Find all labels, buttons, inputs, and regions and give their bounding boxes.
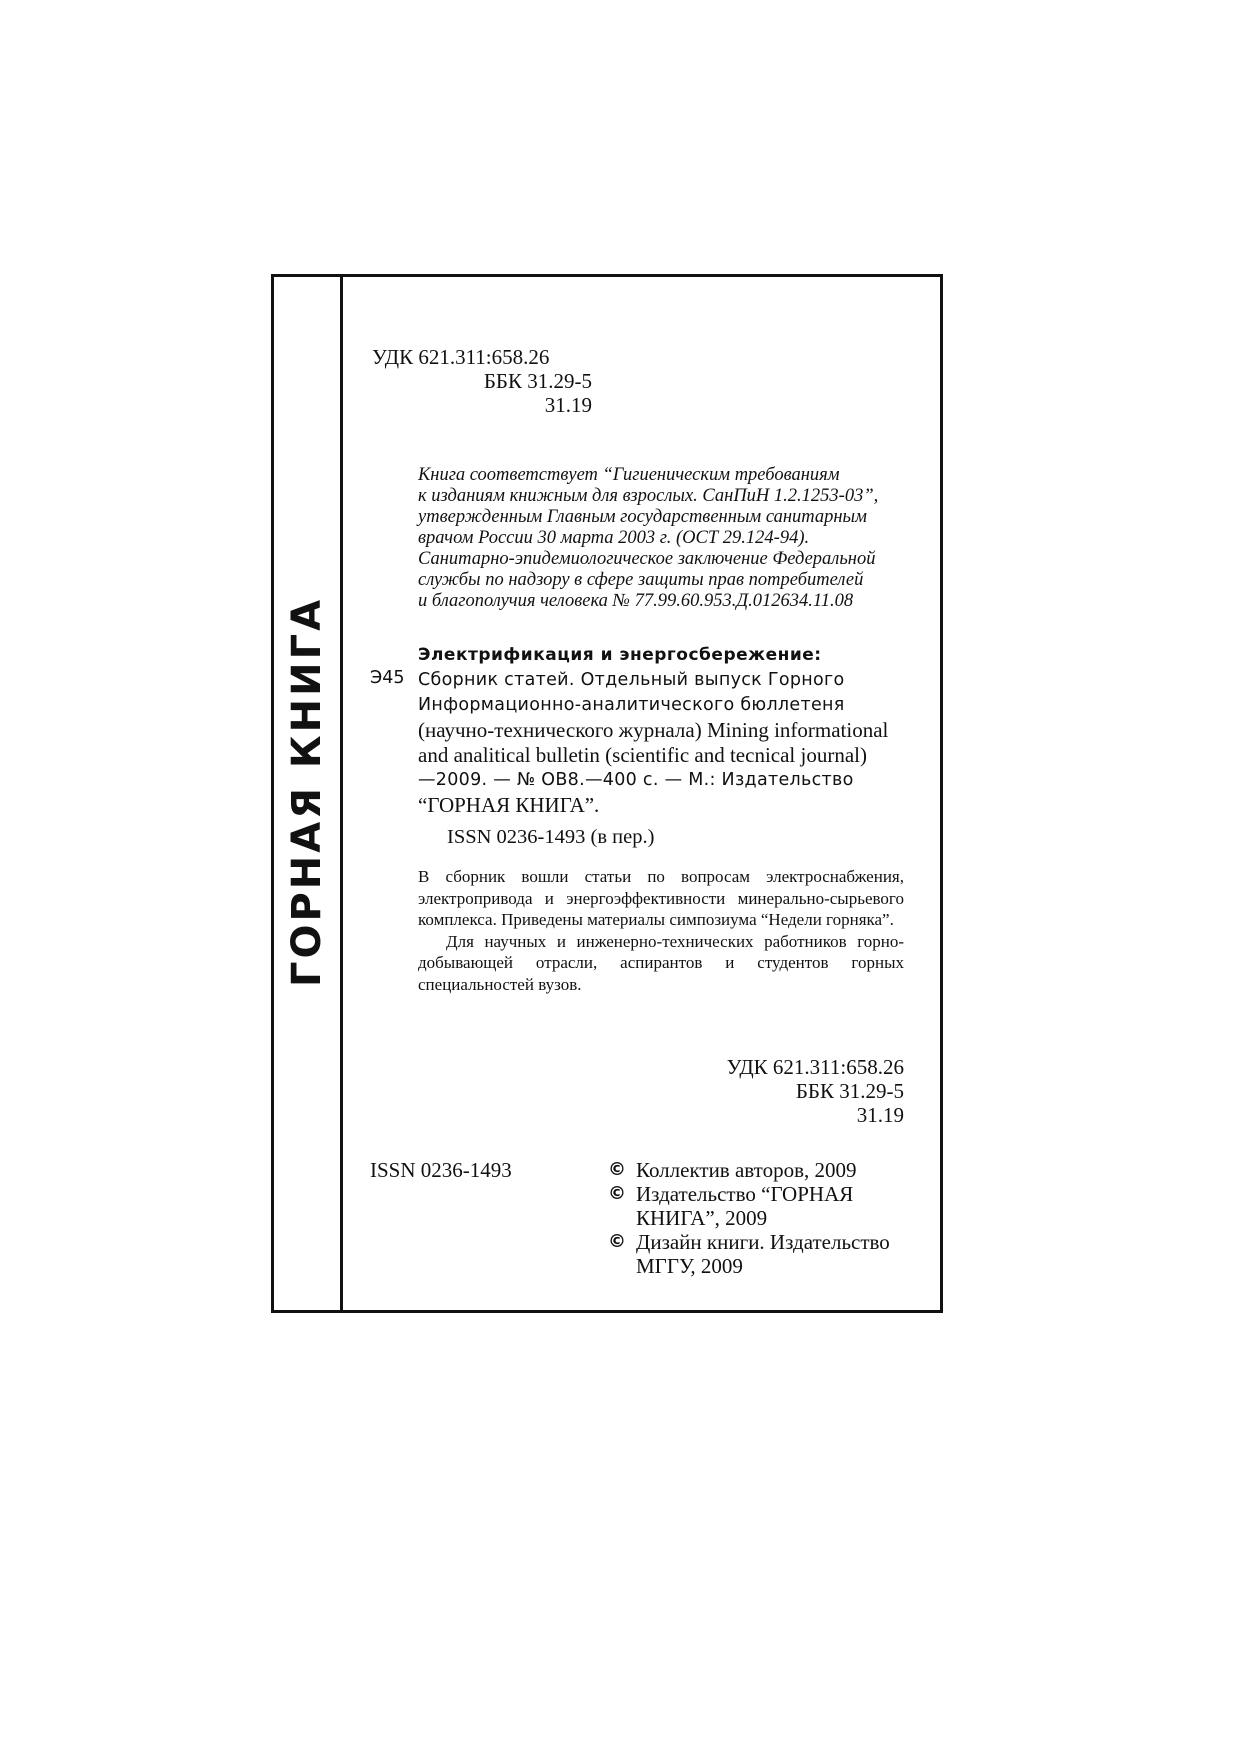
hygiene-note: [418, 465, 903, 612]
book-title: Электрификация и энергосбережение:: [418, 645, 822, 665]
author-mark: Э45: [370, 668, 405, 688]
copyright-block: [608, 1158, 908, 1278]
spine-title: ГОРНАЯ КНИГА: [287, 581, 327, 1003]
classification-codes-bottom: [684, 1055, 904, 1127]
udk-code: УДК 621.311:658.26: [726, 1055, 904, 1079]
entry-line: “ГОРНАЯ КНИГА”.: [418, 793, 600, 817]
annotation-paragraph: Для научных и инженерно-технических работников горно-добывающей отрасли, аспирантов и студентов горных специальностей вузов.: [418, 931, 904, 994]
bbk-code-secondary: 31.19: [544, 393, 592, 417]
entry-line: (научно-технического журнала) Mining informational: [418, 718, 889, 742]
hygiene-line: Книга соответствует “Гигиеническим требованиям: [418, 465, 840, 485]
copyright-line: [608, 1230, 908, 1278]
copyright-icon: ©: [608, 1159, 626, 1180]
copyright-text: Коллектив авторов, 2009: [636, 1158, 857, 1182]
bbk-code: ББК 31.29-5: [795, 1079, 904, 1103]
entry-line: and analitical bulletin (scientific and tecnical journal): [418, 743, 867, 767]
bbk-code-secondary: 31.19: [856, 1103, 904, 1127]
annotation-paragraph: В сборник вошли статьи по вопросам электроснабжения, электропривода и энергоэффективности минерально-сырьевого комплекса. Приведены материалы симпозиума “Недели горняка”.: [418, 867, 904, 929]
copyright-icon: ©: [608, 1231, 626, 1252]
hygiene-line: к изданиям книжным для взрослых. СанПиН 1.2.1253-03”,: [418, 486, 879, 506]
entry-line: Сборник статей. Отдельный выпуск Горного: [418, 670, 845, 690]
bbk-code: ББК 31.29-5: [483, 369, 592, 393]
udk-code: УДК 621.311:658.26: [372, 345, 550, 369]
entry-line: Информационно-аналитического бюллетеня: [418, 695, 845, 715]
copyright-line: [608, 1158, 908, 1182]
hygiene-line: утвержденным Главным государственным санитарным: [418, 507, 867, 527]
copyright-icon: ©: [608, 1183, 626, 1204]
annotation: [418, 866, 904, 995]
bibliographic-entry: [418, 643, 904, 818]
hygiene-line: Санитарно-эпидемиологическое заключение Федеральной: [418, 549, 876, 569]
copyright-line: [608, 1182, 908, 1230]
copyright-text: Дизайн книги. Издательство МГГУ, 2009: [636, 1230, 890, 1278]
entry-line: —2009. — № ОВ8.—400 с. — М.: Издательство: [418, 770, 854, 790]
hygiene-line: и благополучия человека № 77.99.60.953.Д.012634.11.08: [418, 591, 854, 611]
issn-bottom: ISSN 0236-1493: [370, 1158, 512, 1182]
hygiene-line: врачом России 30 марта 2003 г. (ОСТ 29.124-94).: [418, 528, 810, 548]
issn-line: ISSN 0236-1493 (в пер.): [447, 826, 655, 848]
spine-band: [274, 277, 343, 1310]
imprint-frame: [271, 274, 943, 1313]
hygiene-line: службы по надзору в сфере защиты прав потребителей: [418, 570, 864, 590]
classification-codes-top: [372, 345, 592, 417]
copyright-text: Издательство “ГОРНАЯ КНИГА”, 2009: [636, 1182, 854, 1230]
